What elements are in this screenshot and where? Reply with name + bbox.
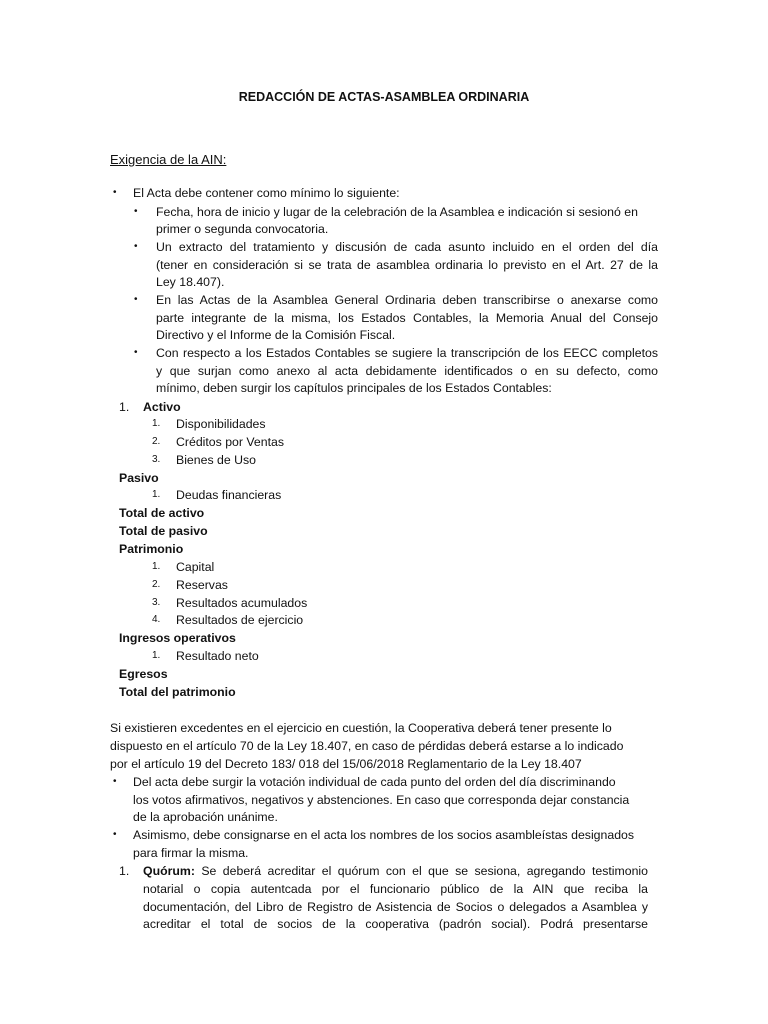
document-title: REDACCIÓN DE ACTAS-ASAMBLEA ORDINARIA	[238, 90, 530, 104]
balance-total-activo: Total de activo	[119, 506, 205, 520]
after-bullet-1-line-3: de la aprobación unánime.	[133, 810, 278, 824]
quorum-line-2: notarial o copia autentcada por el funcionario público de la AIN que reciba la	[143, 882, 648, 896]
after-bullet-1-line-1: Del acta debe surgir la votación individual de cada punto del orden del día discriminando	[133, 775, 616, 789]
quorum-line-3: documentación, del Libro de Registro de Asistencia de Socios o delegados a Asamblea y	[143, 900, 648, 914]
patrimonio-item-3: Resultados acumulados	[176, 596, 308, 610]
bullet-marker: •	[113, 187, 117, 198]
section-heading: Exigencia de la AIN:	[110, 152, 227, 167]
balance-total-patrimonio: Total del patrimonio	[119, 685, 236, 699]
sub-bullet-3-line-2: parte integrante de la misma, los Estados Contables, la Memoria Anual del Consejo	[156, 311, 658, 325]
paragraph-line-1: Si existieren excedentes en el ejercicio en cuestión, la Cooperativa deberá tener presente lo	[110, 721, 612, 735]
activo-item-1: Disponibilidades	[176, 417, 266, 431]
list-number: 3.	[152, 597, 161, 608]
balance-ingresos: Ingresos operativos	[119, 631, 236, 645]
after-bullet-2-line-2: para firmar la misma.	[133, 846, 249, 860]
list-number: 1.	[119, 400, 130, 414]
balance-activo: Activo	[143, 400, 181, 414]
balance-egresos: Egresos	[119, 667, 168, 681]
activo-item-3: Bienes de Uso	[176, 453, 256, 467]
list-number: 1.	[152, 418, 161, 429]
bullet-marker: •	[134, 241, 138, 252]
patrimonio-item-4: Resultados de ejercicio	[176, 613, 304, 627]
list-number: 3.	[152, 454, 161, 465]
list-number: 1.	[152, 489, 161, 500]
list-number: 1.	[152, 561, 161, 572]
quorum-line-4: acreditar el total de socios de la cooperativa (padrón social). Podrá presentarse	[143, 917, 648, 931]
intro-bullet-text: El Acta debe contener como mínimo lo siguiente:	[133, 186, 400, 200]
quorum-line-1	[143, 862, 648, 880]
sub-bullet-1-line-2: primer o segunda convocatoria.	[156, 222, 329, 236]
sub-bullet-2-line-2: (tener en consideración si se trata de asamblea ordinaria lo previsto en el Art. 27 de la	[156, 258, 658, 272]
sub-bullet-4-line-2: y que surjan como anexo al acta debidamente identificados o en su defecto, como	[156, 364, 658, 378]
sub-bullet-4-line-1: Con respecto a los Estados Contables se sugiere la transcripción de los EECC completos	[156, 346, 658, 360]
list-number: 1.	[152, 650, 161, 661]
bullet-marker: •	[134, 294, 138, 305]
list-number: 2.	[152, 436, 161, 447]
balance-patrimonio: Patrimonio	[119, 542, 184, 556]
paragraph-line-3: por el artículo 19 del Decreto 183/ 018 del 15/06/2018 Reglamentario de la Ley 18.407	[110, 757, 582, 771]
bullet-marker: •	[134, 206, 138, 217]
list-number: 1.	[119, 864, 130, 878]
sub-bullet-4-line-3: mínimo, deben surgir los capítulos principales de los Estados Contables:	[156, 381, 552, 395]
list-number: 2.	[152, 579, 161, 590]
sub-bullet-1-line-1: Fecha, hora de inicio y lugar de la celebración de la Asamblea e indicación si sesionó en	[156, 205, 638, 219]
bullet-marker: •	[113, 776, 117, 787]
after-bullet-2-line-1: Asimismo, debe consignarse en el acta los nombres de los socios asambleístas designados	[133, 828, 635, 842]
balance-pasivo: Pasivo	[119, 471, 159, 485]
patrimonio-item-1: Capital	[176, 560, 215, 574]
sub-bullet-3-line-3: Directivo y el Informe de la Comisión Fiscal.	[156, 328, 396, 342]
balance-total-pasivo: Total de pasivo	[119, 524, 208, 538]
sub-bullet-2-line-1: Un extracto del tratamiento y discusión de cada asunto incluido en el orden del día	[156, 240, 658, 254]
sub-bullet-3-line-1: En las Actas de la Asamblea General Ordinaria deben transcribirse o anexarse como	[156, 293, 658, 307]
ingresos-item-1: Resultado neto	[176, 649, 259, 663]
list-number: 4.	[152, 614, 161, 625]
after-bullet-1-line-2: los votos afirmativos, negativos y abstenciones. En caso que corresponda dejar constancia	[133, 793, 630, 807]
bullet-marker: •	[113, 829, 117, 840]
sub-bullet-2-line-3: Ley 18.407).	[156, 275, 225, 289]
patrimonio-item-2: Reservas	[176, 578, 228, 592]
paragraph-line-2: dispuesto en el artículo 70 de la Ley 18.407, en caso de pérdidas deberá estarse a lo indicado	[110, 739, 624, 753]
activo-item-2: Créditos por Ventas	[176, 435, 284, 449]
quorum-label: Quórum:	[143, 864, 195, 878]
pasivo-item-1: Deudas financieras	[176, 488, 282, 502]
quorum-line-1-text: Se deberá acreditar el quórum con el que se sesiona, agregando testimonio	[194, 864, 648, 878]
bullet-marker: •	[134, 347, 138, 358]
